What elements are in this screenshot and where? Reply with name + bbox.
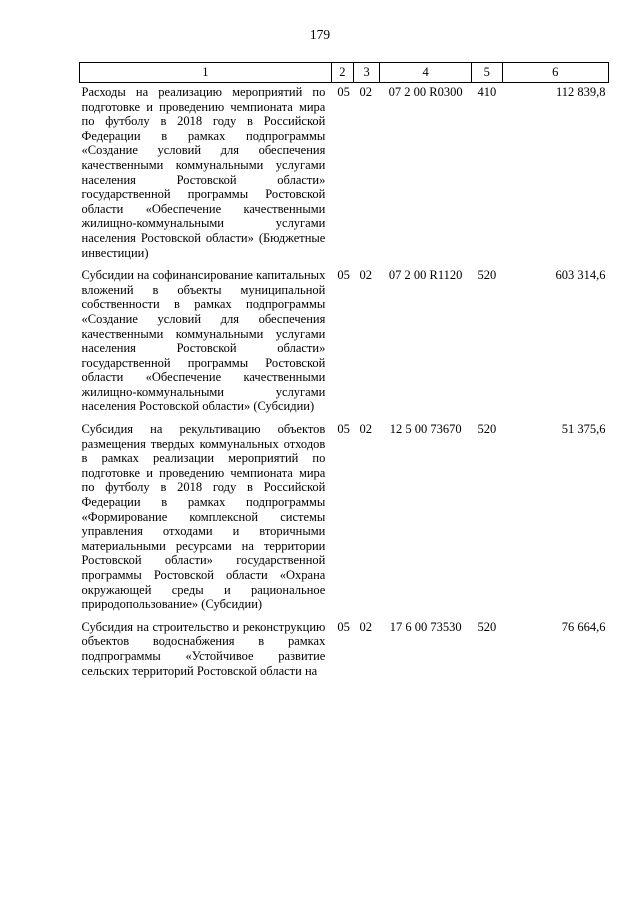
page-number: 179: [309, 27, 331, 42]
column-header-4: 4: [380, 63, 472, 83]
table-row: [80, 266, 609, 420]
row-expense-type: 410: [477, 85, 497, 99]
column-header-1: 1: [80, 63, 332, 83]
row-target-article: 07 2 00 R0300: [388, 85, 463, 99]
row-subsection: 02: [359, 85, 372, 99]
row-amount: 603 314,6: [555, 268, 606, 283]
row-expense-type: 520: [477, 268, 497, 283]
table-row: [80, 420, 609, 618]
column-header-5: 5: [471, 63, 502, 83]
budget-table: [79, 62, 609, 684]
row-description: Субсидии на софинансирование капитальных вложений в объекты муниципальной собственности в рамках подпрограммы «Создание условий для обеспечения качественными коммунальными услугами населения Ростовской области» государственной программы Ростовской области «Обеспечение качественными жилищно-коммунальными услугами населения Ростовской области» (Субсидии): [81, 268, 326, 414]
row-description: Расходы на реализацию мероприятий по подготовке и проведению чемпионата мира по футболу в 2018 году в Российской Федерации в рамках подпрограммы «Создание условий для обеспечения качественными коммунальными услугами населения Ростовской области» государственной программы Ростовской области «Обеспечение качественными жилищно-коммунальными услугами населения Ростовской области» (Бюджетные инвестиции): [81, 85, 326, 260]
row-description: Субсидия на строительство и реконструкцию объектов водоснабжения в рамках подпрограммы «Устойчивое развитие сельских территорий Ростовской области на: [81, 619, 326, 678]
row-section: 05: [337, 268, 350, 283]
table-header-row: [80, 63, 609, 83]
row-section: 05: [337, 422, 350, 437]
row-amount: 112 839,8: [555, 85, 606, 99]
row-section: 05: [337, 619, 350, 634]
row-target-article: 07 2 00 R1120: [388, 268, 463, 283]
row-subsection: 02: [359, 268, 372, 283]
row-target-article: 17 6 00 73530: [389, 619, 462, 634]
column-header-3: 3: [353, 63, 379, 83]
column-header-6: 6: [502, 63, 608, 83]
row-expense-type: 520: [477, 422, 497, 437]
table-row: [80, 618, 609, 684]
row-amount: 76 664,6: [561, 619, 606, 634]
row-expense-type: 520: [477, 619, 497, 634]
column-header-2: 2: [331, 63, 353, 83]
row-description: Субсидия на рекультивацию объектов размещения твердых коммунальных отходов в рамках реализации мероприятий по подготовке и проведению чемпионата мира по футболу в 2018 году в Российской Федерации в рамках подпрограммы «Формирование комплексной системы управления отходами и вторичными материальными ресурсами на территории Ростовской области» государственной программы Ростовской области «Охрана окружающей среды и рациональное природопользование» (Субсидии): [81, 422, 326, 612]
row-target-article: 12 5 00 73670: [389, 422, 462, 437]
row-subsection: 02: [359, 619, 372, 634]
row-section: 05: [337, 85, 350, 99]
row-subsection: 02: [359, 422, 372, 437]
table-row: [80, 83, 609, 267]
row-amount: 51 375,6: [561, 422, 606, 437]
